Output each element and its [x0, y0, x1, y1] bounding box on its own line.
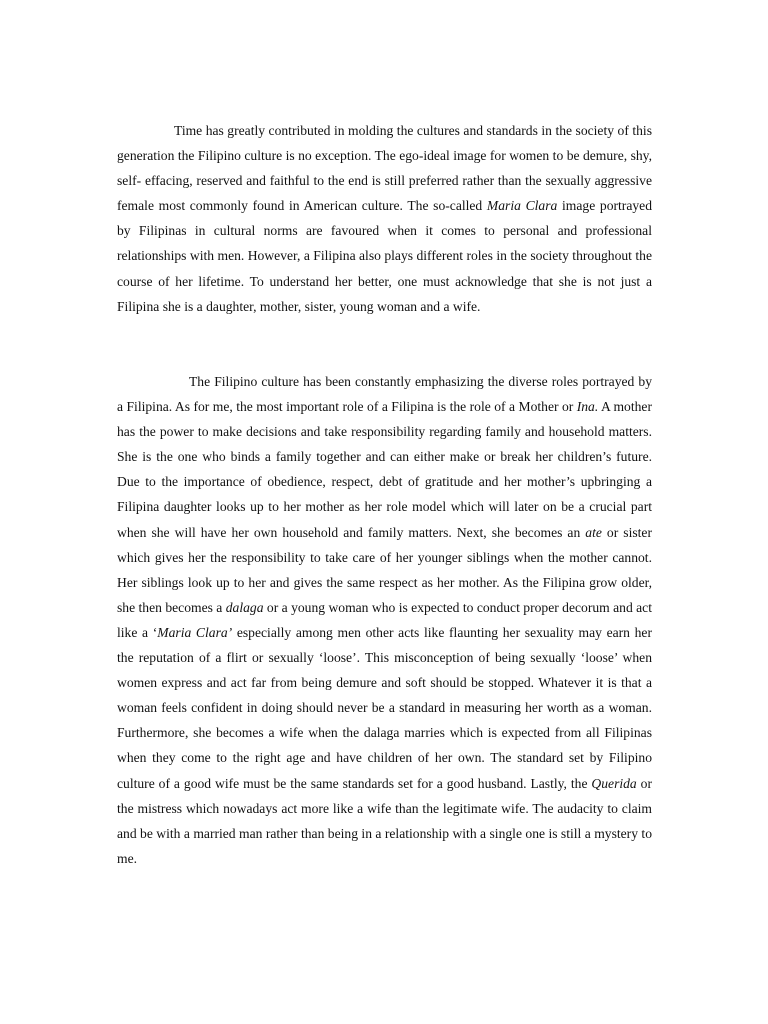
paragraph-text: especially among men other acts like flaunting her sexuality may earn her the reputation of a flirt or sexually ‘loose’. This misconception of being sexually ‘loose’ when women express and act far from being demure and soft should be stopped. Whatever it is that a woman feels confident in doing should never be a standard in measuring her worth as a woman. Furthermore, she becomes a wife when the dalaga marries which is expected from all Filipinas when they come to the right age and have children of her own. The standard set by Filipino culture of a good wife must be the same standards set for a good husband. Lastly, the [117, 624, 652, 791]
paragraph-roles [117, 369, 652, 871]
paragraph-text: image portrayed by Filipinas in cultural norms are favoured when it comes to personal and professional relationships with men. However, a Filipina also plays different roles in the society throughout the course of her lifetime. To understand her better, one must acknowledge that she is not just a Filipina she is a daughter, mother, sister, young woman and a wife. [117, 198, 652, 314]
italic-term: Maria Clara [486, 198, 558, 214]
paragraph-text: or sister which gives her the responsibility to take care of her younger siblings when the mother cannot. Her siblings look up to her and gives the same respect as her mother. As the Filipina grow older, she then becomes a [117, 524, 652, 615]
paragraph-intro [117, 118, 652, 319]
paragraph-text: or the mistress which nowadays act more like a wife than the legitimate wife. The audacity to claim and be with a married man rather than being in a relationship with a single one is still a mystery to me. [117, 775, 652, 866]
paragraph-text: The Filipino culture has been constantly emphasizing the diverse roles portrayed by a Filipina. As for me, the most important role of a Filipina is the role of a Mother or [117, 374, 652, 415]
italic-term: Querida [591, 775, 637, 791]
paragraph-text: Time has greatly contributed in molding the cultures and standards in the society of this generation the Filipino culture is no exception. The ego-ideal image for women to be demure, shy, self- effacing, reserved and faithful to the end is still preferred rather than the sexually aggressive female most commonly found in American culture. The so-called [117, 123, 652, 214]
italic-term: Maria Clara’ [157, 624, 233, 640]
paragraph-text: or a young woman who is expected to conduct proper decorum and act like a ‘ [117, 599, 652, 640]
italic-term: Ina. [576, 399, 599, 415]
italic-term: ate [585, 524, 602, 540]
italic-term: dalaga [225, 599, 264, 615]
paragraph-text: A mother has the power to make decisions and take responsibility regarding family and household matters. She is the one who binds a family together and can either make or break her children’s future. Due to the importance of obedience, respect, debt of gratitude and her mother’s upbringing a Filipina daughter looks up to her mother as her role model which will later on be a crucial part when she will have her own household and family matters. Next, she becomes an [117, 399, 652, 540]
